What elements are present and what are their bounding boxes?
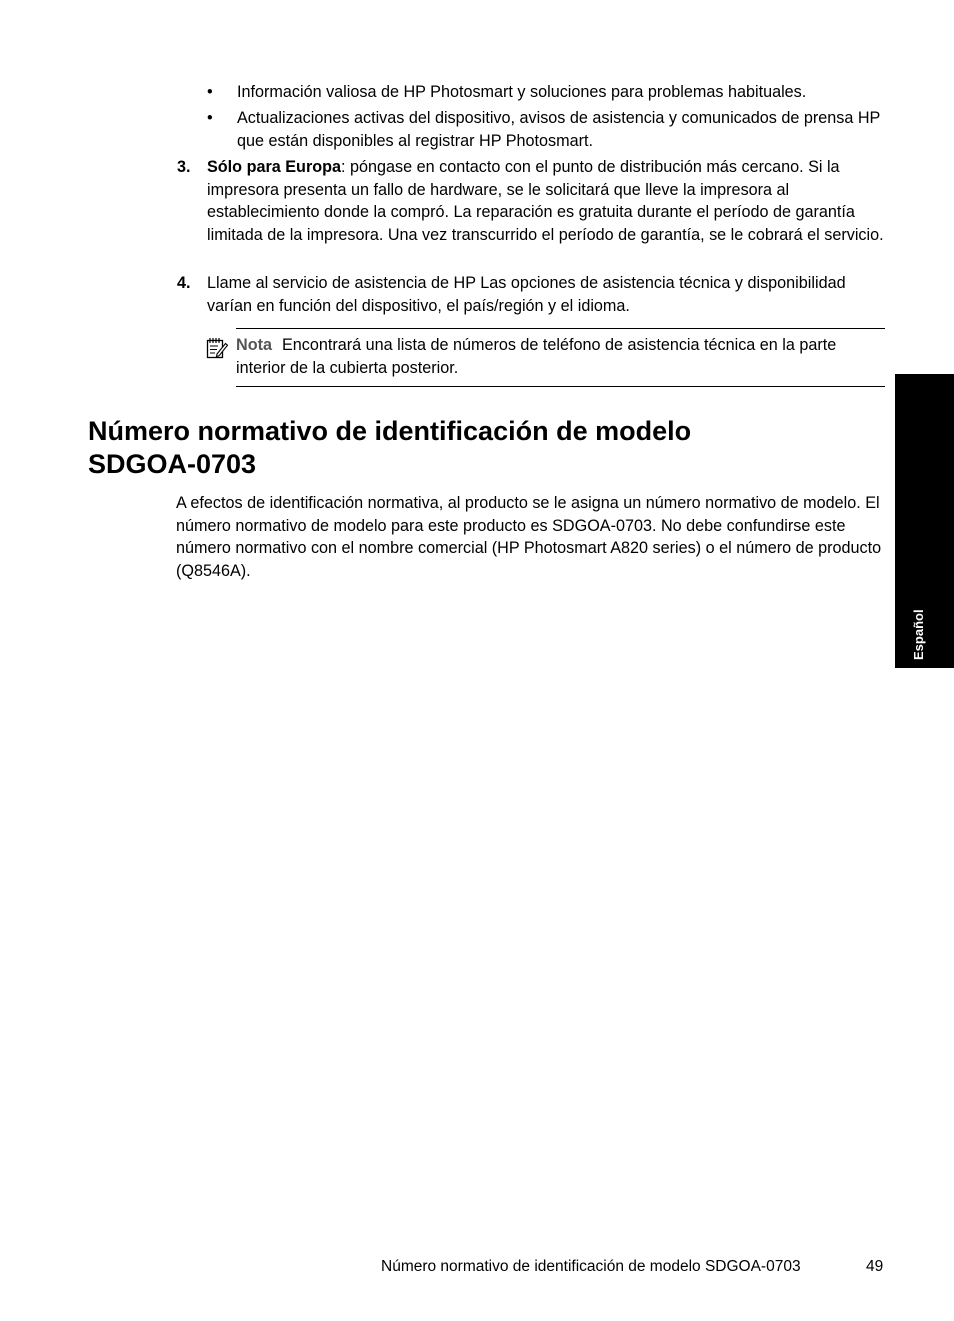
step-lead: Sólo para Europa: [207, 158, 342, 176]
step-text: : póngase en contacto con el punto de distribución más cercano. Si la impresora presenta un fallo de hardware, se le solicitará que lleve la impresora al establecimiento donde la compró. La reparación es gratuita durante el período de garantía limitada de la impresora. Una vez transcurrido el período de garantía, se le cobrará el servicio.: [207, 158, 884, 244]
page-number: 49: [866, 1258, 884, 1275]
note-label: Nota: [236, 336, 272, 354]
step-number: 4.: [177, 274, 191, 292]
section-paragraph: A efectos de identificación normativa, al producto se le asigna un número normativo de modelo. El número normativo de modelo para este producto es SDGOA-0703. No debe confundirse este número normativo con el nombre comercial (HP Photosmart A820 series) o el número de producto (Q8546A).: [176, 494, 882, 580]
bullet-item: [207, 107, 887, 152]
section-title: Número normativo de identificación de modelo SDGOA-0703: [88, 416, 692, 479]
step-4: [177, 272, 887, 317]
bullet-item: [207, 81, 887, 104]
note-bottom-rule: [236, 386, 885, 387]
note-top-rule: [236, 328, 885, 329]
step-3: [177, 156, 887, 246]
footer-running-title: Número normativo de identificación de modelo SDGOA-0703: [381, 1258, 801, 1275]
note-text: Encontrará una lista de números de teléfono de asistencia técnica en la parte interior de la cubierta posterior.: [236, 336, 837, 377]
note: [236, 334, 886, 379]
bullet-marker: •: [207, 109, 213, 127]
note-icon: [206, 337, 228, 359]
step-number: 3.: [177, 158, 191, 176]
bullet-marker: •: [207, 83, 213, 101]
bullet-text: Información valiosa de HP Photosmart y soluciones para problemas habituales.: [237, 83, 807, 101]
language-side-tab-label: Español: [911, 609, 926, 660]
bullet-text: Actualizaciones activas del dispositivo, avisos de asistencia y comunicados de prensa HP que están disponibles al registrar HP Photosmart.: [237, 109, 881, 150]
step-text: Llame al servicio de asistencia de HP Las opciones de asistencia técnica y disponibilidad varían en función del dispositivo, el país/región y el idioma.: [207, 274, 846, 315]
